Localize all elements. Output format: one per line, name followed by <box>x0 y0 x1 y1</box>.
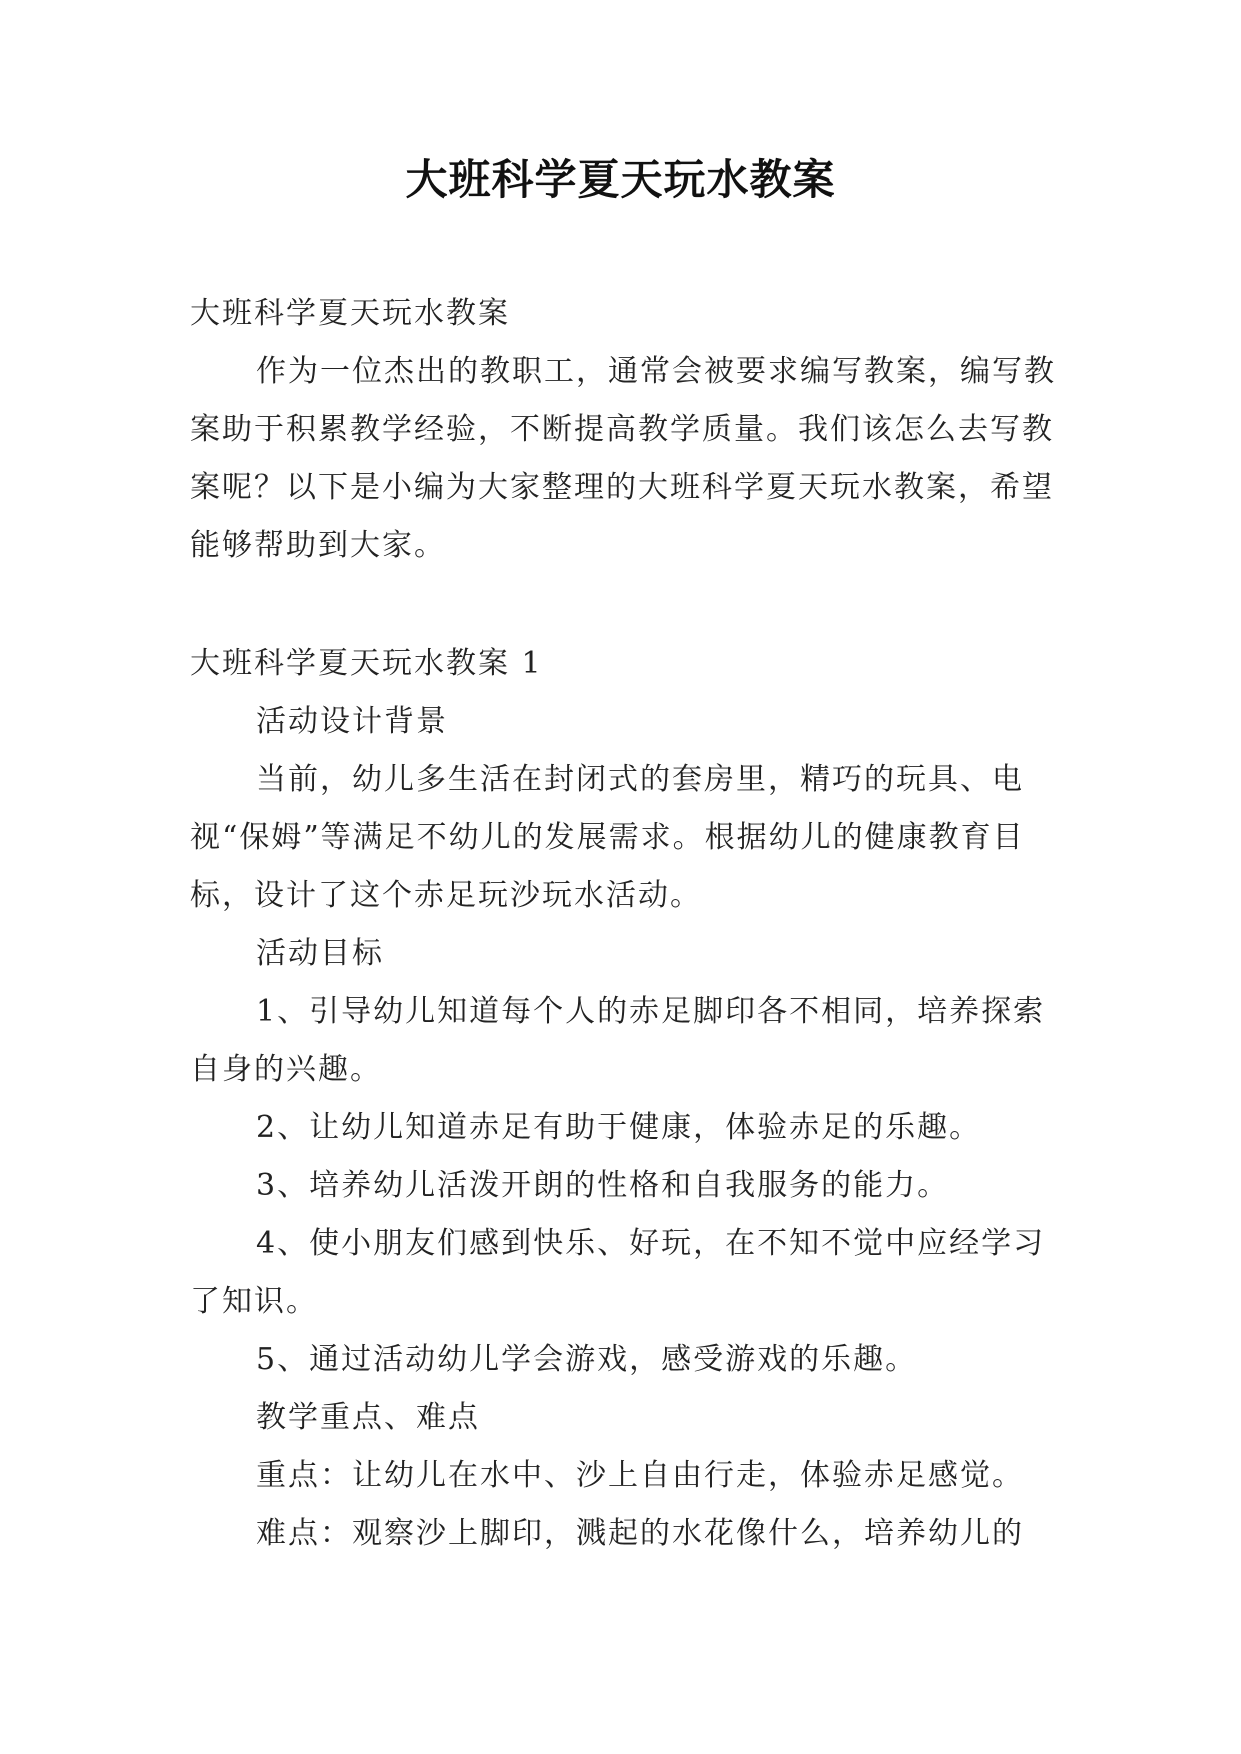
intro-paragraph: 作为一位杰出的教职工，通常会被要求编写教案，编写教案助于积累教学经验，不断提高教学质量。我们该怎么去写教案呢？以下是小编为大家整理的大班科学夏天玩水教案，希望能够帮助到大家。 <box>190 354 1056 563</box>
intro-heading: 大班科学夏天玩水教案 <box>190 296 510 331</box>
goal-item: 5、通过活动幼儿学会游戏，感受游戏的乐趣。 <box>256 1342 918 1377</box>
goal-item: 2、让幼儿知道赤足有助于健康，体验赤足的乐趣。 <box>256 1110 982 1145</box>
key-difficulty-title: 教学重点、难点 <box>256 1400 480 1435</box>
difficulty-point: 难点：观察沙上脚印，溅起的水花像什么，培养幼儿的 <box>256 1516 1024 1551</box>
key-point: 重点：让幼儿在水中、沙上自由行走，体验赤足感觉。 <box>256 1458 1024 1493</box>
intro-block <box>190 285 1060 575</box>
goals-title: 活动目标 <box>256 936 384 971</box>
background-title: 活动设计背景 <box>256 704 448 739</box>
document-title: 大班科学夏天玩水教案 <box>405 155 836 204</box>
section-1 <box>190 635 1060 1563</box>
goal-item: 4、使小朋友们感到快乐、好玩，在不知不觉中应经学习了知识。 <box>190 1226 1046 1319</box>
background-text: 当前，幼儿多生活在封闭式的套房里，精巧的玩具、电视“保姆”等满足不幼儿的发展需求。根据幼儿的健康教育目标，设计了这个赤足玩沙玩水活动。 <box>190 762 1025 913</box>
goal-item: 3、培养幼儿活泼开朗的性格和自我服务的能力。 <box>256 1168 950 1203</box>
goal-item: 1、引导幼儿知道每个人的赤足脚印各不相同，培养探索自身的兴趣。 <box>190 994 1046 1087</box>
section-heading: 大班科学夏天玩水教案 1 <box>190 646 543 681</box>
